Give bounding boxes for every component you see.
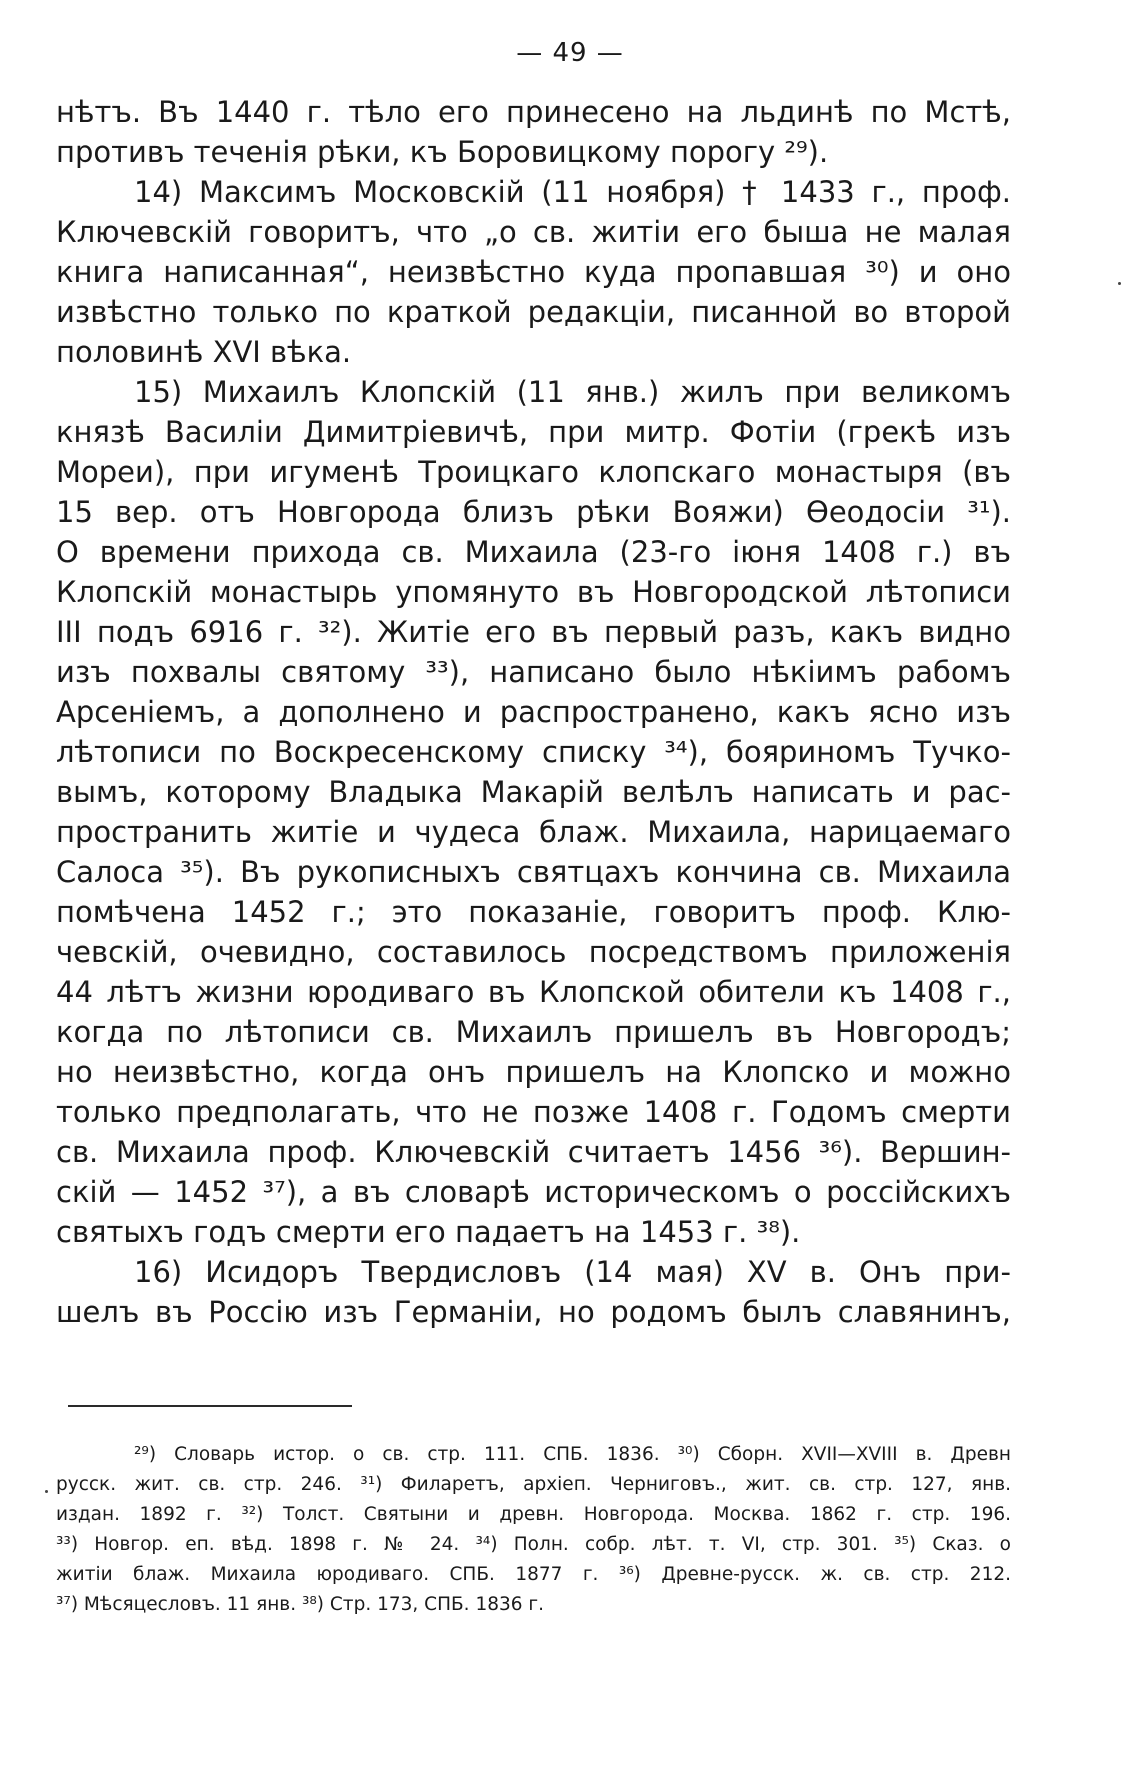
footnote-line: русск. жит. св. стр. 246. ³¹) Филаретъ, архіеп. Черниговъ., жит. св. стр. 127, янв. — [56, 1474, 1011, 1495]
body-line: Салоса ³⁵). Въ рукописныхъ святцахъ кончина св. Михаила — [56, 855, 1011, 889]
body-line: Ключевскій говоритъ, что „о св. житіи его быша не малая — [56, 215, 1011, 249]
body-line: Мореи), при игуменѣ Троицкаго клопскаго монастыря (въ — [56, 455, 1011, 489]
footnote-line: житіи блаж. Михаила юродиваго. СПБ. 1877 г. ³⁶) Древне-русск. ж. св. стр. 212. — [56, 1564, 1011, 1585]
footnote-line: ²⁹) Словарь истор. о св. стр. 111. СПБ. 1836. ³⁰) Сборн. XVII—XVIII в. Древн — [134, 1444, 1011, 1465]
body-line: вымъ, которому Владыка Макарій велѣлъ написать и рас- — [56, 775, 1011, 809]
body-line: III подъ 6916 г. ³²). Житіе его въ первый разъ, какъ видно — [56, 615, 1011, 649]
body-line: Арсеніемъ, а дополнено и распространено, какъ ясно изъ — [56, 695, 1011, 729]
body-line: князѣ Василіи Димитріевичѣ, при митр. Фотіи (грекѣ изъ — [56, 415, 1011, 449]
footnote-line: ³³) Новгор. еп. вѣд. 1898 г. № 24. ³⁴) Полн. собр. лѣт. т. VI, стр. 301. ³⁵) Сказ. о — [56, 1534, 1011, 1555]
body-line: помѣчена 1452 г.; это показаніе, говоритъ проф. Клю- — [56, 895, 1011, 929]
body-line: 14) Максимъ Московскій (11 ноября) † 1433 г., проф. — [134, 175, 1011, 209]
footnote-line: издан. 1892 г. ³²) Толст. Святыни и древн. Новгорода. Москва. 1862 г. стр. 196. — [56, 1504, 1011, 1525]
body-line: Клопскій монастырь упомянуто въ Новгородской лѣтописи — [56, 575, 1011, 609]
scan-speck — [1118, 282, 1121, 285]
body-line: нѣтъ. Въ 1440 г. тѣло его принесено на льдинѣ по Мстѣ, — [56, 95, 1011, 129]
body-line: книга написанная“, неизвѣстно куда пропавшая ³⁰) и оно — [56, 255, 1011, 289]
body-line: св. Михаила проф. Ключевскій считаетъ 1456 ³⁶). Вершин- — [56, 1135, 1011, 1169]
body-line: чевскій, очевидно, составилось посредствомъ приложенія — [56, 935, 1011, 969]
scan-speck — [45, 1490, 48, 1493]
body-line: 16) Исидоръ Твердисловъ (14 мая) XV в. Онъ при- — [134, 1255, 1011, 1289]
footnotes — [56, 1440, 1011, 1620]
body-line: скій — 1452 ³⁷), а въ словарѣ историческомъ о россійскихъ — [56, 1175, 1011, 1209]
body-line: половинѣ XVI вѣка. — [56, 335, 352, 369]
body-line: О времени прихода св. Михаила (23-го іюня 1408 г.) въ — [56, 535, 1011, 569]
body-line: святыхъ годъ смерти его падаетъ на 1453 г. ³⁸). — [56, 1215, 801, 1249]
body-line: извѣстно только по краткой редакціи, писанной во второй — [56, 295, 1011, 329]
body-line: 44 лѣтъ жизни юродиваго въ Клопской обители къ 1408 г., — [56, 975, 1011, 1009]
body-line: пространить житіе и чудеса блаж. Михаила, нарицаемаго — [56, 815, 1011, 849]
page-number: — 49 — — [516, 38, 624, 68]
body-line: лѣтописи по Воскресенскому списку ³⁴), бояриномъ Тучко- — [56, 735, 1011, 769]
body-line: но неизвѣстно, когда онъ пришелъ на Клопско и можно — [56, 1055, 1011, 1089]
body-text — [56, 92, 1011, 1332]
body-line: 15) Михаилъ Клопскій (11 янв.) жилъ при великомъ — [134, 375, 1011, 409]
footnote-divider — [68, 1405, 352, 1407]
body-line: когда по лѣтописи св. Михаилъ пришелъ въ Новгородъ; — [56, 1015, 1011, 1049]
body-line: шелъ въ Россію изъ Германіи, но родомъ былъ славянинъ, — [56, 1295, 1011, 1329]
body-line: изъ похвалы святому ³³), написано было нѣкіимъ рабомъ — [56, 655, 1011, 689]
body-line: только предполагать, что не позже 1408 г. Годомъ смерти — [56, 1095, 1011, 1129]
body-line: противъ теченія рѣки, къ Боровицкому порогу ²⁹). — [56, 135, 829, 169]
footnote-line: ³⁷) Мѣсяцесловъ. 11 янв. ³⁸) Стр. 173, СПБ. 1836 г. — [56, 1594, 545, 1615]
body-line: 15 вер. отъ Новгорода близъ рѣки Вояжи) Ѳеодосіи ³¹). — [56, 495, 1011, 529]
